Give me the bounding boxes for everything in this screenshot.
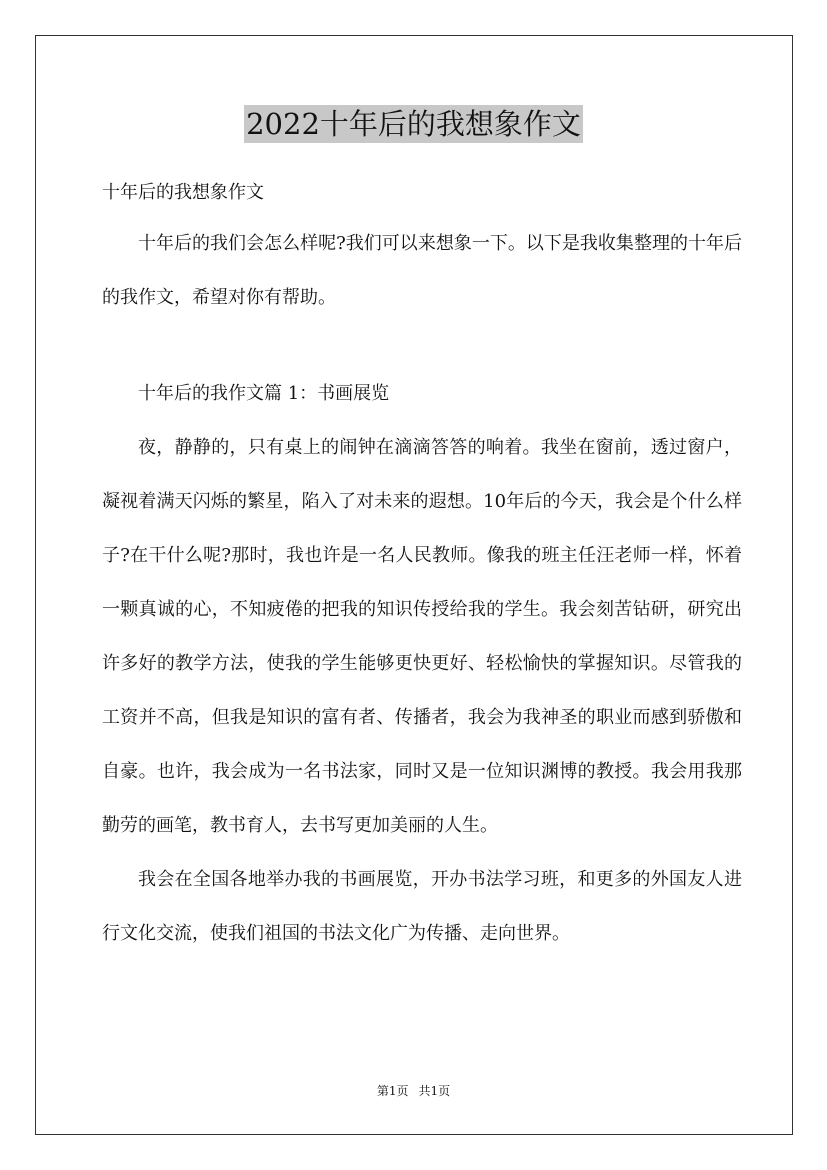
body-paragraph-2: 我会在全国各地举办我的书画展览，开办书法学习班，和更多的外国友人进行文化交流，使我们祖国的书法文化广为传播、走向世界。 (102, 869, 742, 944)
body-paragraph-1: 夜，静静的，只有桌上的闹钟在滴滴答答的响着。我坐在窗前，透过窗户，凝视着满天闪烁的繁星，陷入了对未来的遐想。10年后的今天，我会是个什么样子?在干什么呢?那时，我也许是一名人民教师。像我的班主任汪老师一样，怀着一颗真诚的心，不知疲倦的把我的知识传授给我的学生。我会刻苦钻研，研究出许多好的教学方法，使我的学生能够更快更好、轻松愉快的掌握知识。尽管我的工资并不高，但我是知识的富有者、传播者，我会为我神圣的职业而感到骄傲和自豪。也许，我会成为一名书法家，同时又是一位知识渊博的教授。我会用我那勤劳的画笔，教书育人，去书写更加美丽的人生。 (102, 437, 742, 836)
page-number: 第1页 (376, 1084, 409, 1098)
section-heading: 十年后的我作文篇 1：书画展览 (138, 383, 390, 404)
document-body (102, 175, 742, 961)
document-title (0, 104, 827, 143)
document-title-text: 2022十年后的我想象作文 (246, 107, 581, 141)
page-total: 共1页 (418, 1084, 451, 1098)
page-footer (0, 1081, 827, 1101)
intro-paragraph: 十年后的我们会怎么样呢?我们可以来想象一下。以下是我收集整理的十年后的我作文，希望对你有帮助。 (102, 233, 742, 308)
document-subtitle: 十年后的我想象作文 (102, 182, 264, 203)
